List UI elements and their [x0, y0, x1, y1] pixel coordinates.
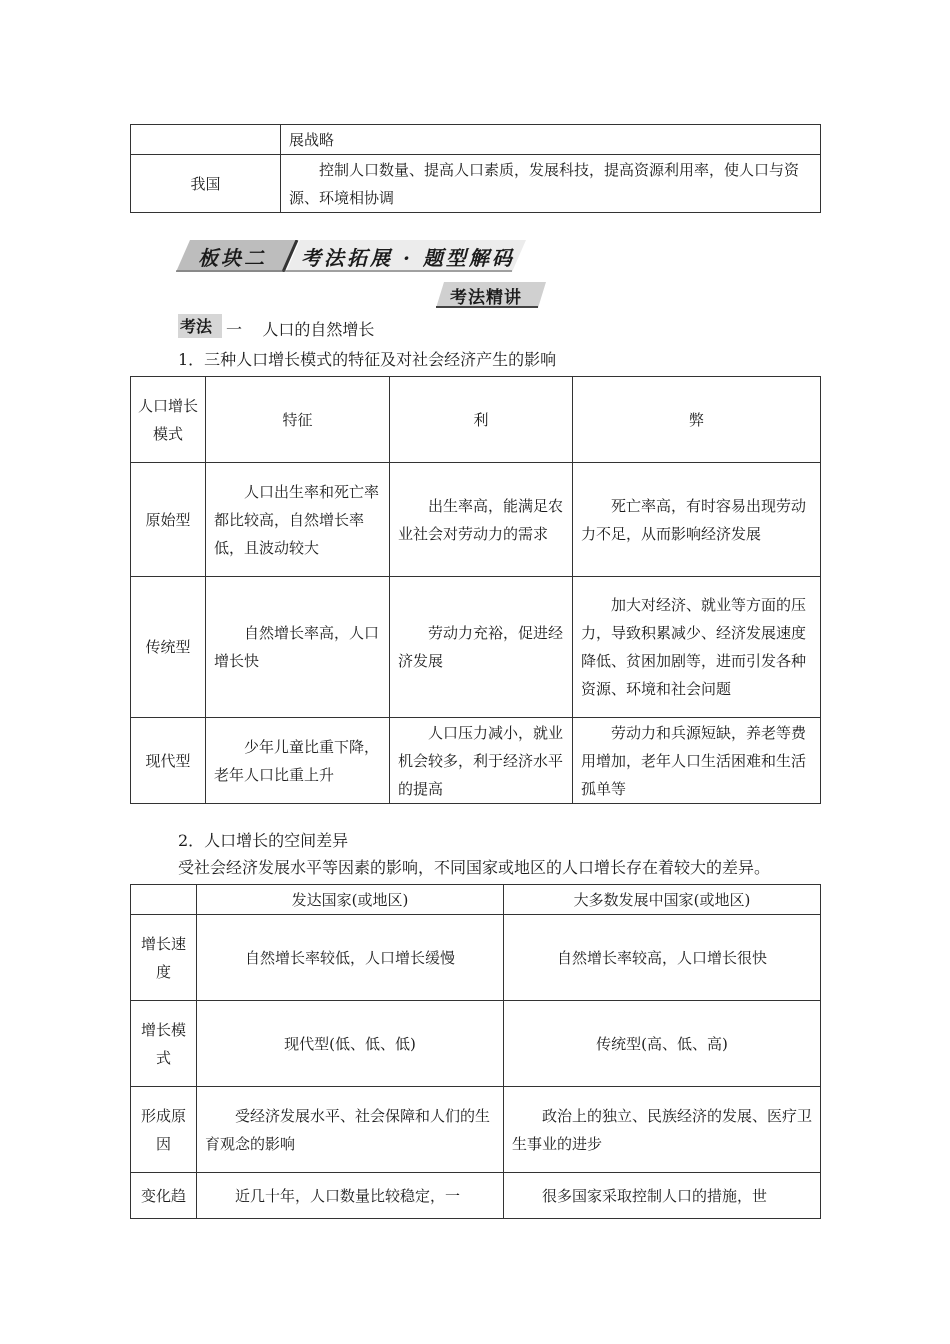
row-developed: 现代型(低、低、低)	[197, 1001, 504, 1087]
table-row	[131, 155, 821, 213]
row-pro: 劳动力充裕，促进经济发展	[390, 577, 573, 718]
row-mode: 传统型	[131, 577, 206, 718]
row-developing: 传统型(高、低、高)	[504, 1001, 821, 1087]
section1-title: 1．三种人口增长模式的特征及对社会经济产生的影响	[178, 350, 557, 369]
header-con: 弊	[573, 377, 821, 463]
kaofa-tag	[178, 314, 222, 338]
table-row	[131, 1087, 821, 1173]
row-feature: 人口出生率和死亡率都比较高，自然增长率低，且波动较大	[206, 463, 390, 577]
kaofa-title: 人口的自然增长	[262, 320, 375, 339]
header-pro: 利	[390, 377, 573, 463]
table-row	[131, 718, 821, 804]
row-developing: 政治上的独立、民族经济的发展、医疗卫生事业的进步	[504, 1087, 821, 1173]
row-label: 形成原因	[131, 1087, 197, 1173]
table-row	[131, 463, 821, 577]
section2-title: 2．人口增长的空间差异	[178, 831, 349, 850]
row-con: 死亡率高，有时容易出现劳动力不足，从而影响经济发展	[573, 463, 821, 577]
table-cell-label	[131, 125, 281, 155]
row-pro: 人口压力减小，就业机会较多，利于经济水平的提高	[390, 718, 573, 804]
row-mode: 原始型	[131, 463, 206, 577]
header-developed: 发达国家(或地区)	[197, 885, 504, 915]
top-table	[130, 124, 821, 213]
section-banner	[176, 240, 526, 272]
row-developed: 近几十年，人口数量比较稳定，一	[197, 1173, 504, 1219]
header-mode: 人口增长模式	[131, 377, 206, 463]
section2-intro: 受社会经济发展水平等因素的影响，不同国家或地区的人口增长存在着较大的差异。	[178, 858, 771, 877]
row-label: 增长速度	[131, 915, 197, 1001]
row-feature: 少年儿童比重下降，老年人口比重上升	[206, 718, 390, 804]
row-con: 劳动力和兵源短缺，养老等费用增加，老年人口生活困难和生活孤单等	[573, 718, 821, 804]
row-pro: 出生率高，能满足农业社会对劳动力的需求	[390, 463, 573, 577]
kaofa-tag-text: 考法	[180, 317, 213, 336]
table-row	[131, 577, 821, 718]
table-row	[131, 1001, 821, 1087]
kaofa-number: 一	[226, 320, 243, 339]
row-label: 变化趋	[131, 1173, 197, 1219]
table-row	[131, 125, 821, 155]
sub-banner	[436, 282, 546, 308]
table-cell-label: 我国	[131, 155, 281, 213]
kaofa-heading	[226, 317, 374, 340]
header-developing: 大多数发展中国家(或地区)	[504, 885, 821, 915]
row-con: 加大对经济、就业等方面的压力，导致积累减少、经济发展速度降低、贫困加剧等，进而引发各种资源、环境和社会问题	[573, 577, 821, 718]
table-row	[131, 1173, 821, 1219]
diff-table	[130, 884, 821, 1219]
banner-left-text: 板块二	[198, 246, 267, 270]
header-feature: 特征	[206, 377, 390, 463]
row-label: 增长模式	[131, 1001, 197, 1087]
row-feature: 自然增长率高，人口增长快	[206, 577, 390, 718]
table-header-row	[131, 377, 821, 463]
row-mode: 现代型	[131, 718, 206, 804]
row-developed: 自然增长率较低，人口增长缓慢	[197, 915, 504, 1001]
table-cell-content: 展战略	[281, 125, 821, 155]
table-cell-content: 控制人口数量、提高人口素质，发展科技，提高资源利用率，使人口与资源、环境相协调	[281, 155, 821, 213]
row-developing: 自然增长率较高，人口增长很快	[504, 915, 821, 1001]
header-blank	[131, 885, 197, 915]
mode-table	[130, 376, 821, 804]
banner-right-text: 考法拓展 · 题型解码	[301, 246, 515, 270]
row-developing: 很多国家采取控制人口的措施，世	[504, 1173, 821, 1219]
table-row	[131, 915, 821, 1001]
table-header-row	[131, 885, 821, 915]
sub-banner-text: 考法精讲	[450, 288, 522, 308]
row-developed: 受经济发展水平、社会保障和人们的生育观念的影响	[197, 1087, 504, 1173]
